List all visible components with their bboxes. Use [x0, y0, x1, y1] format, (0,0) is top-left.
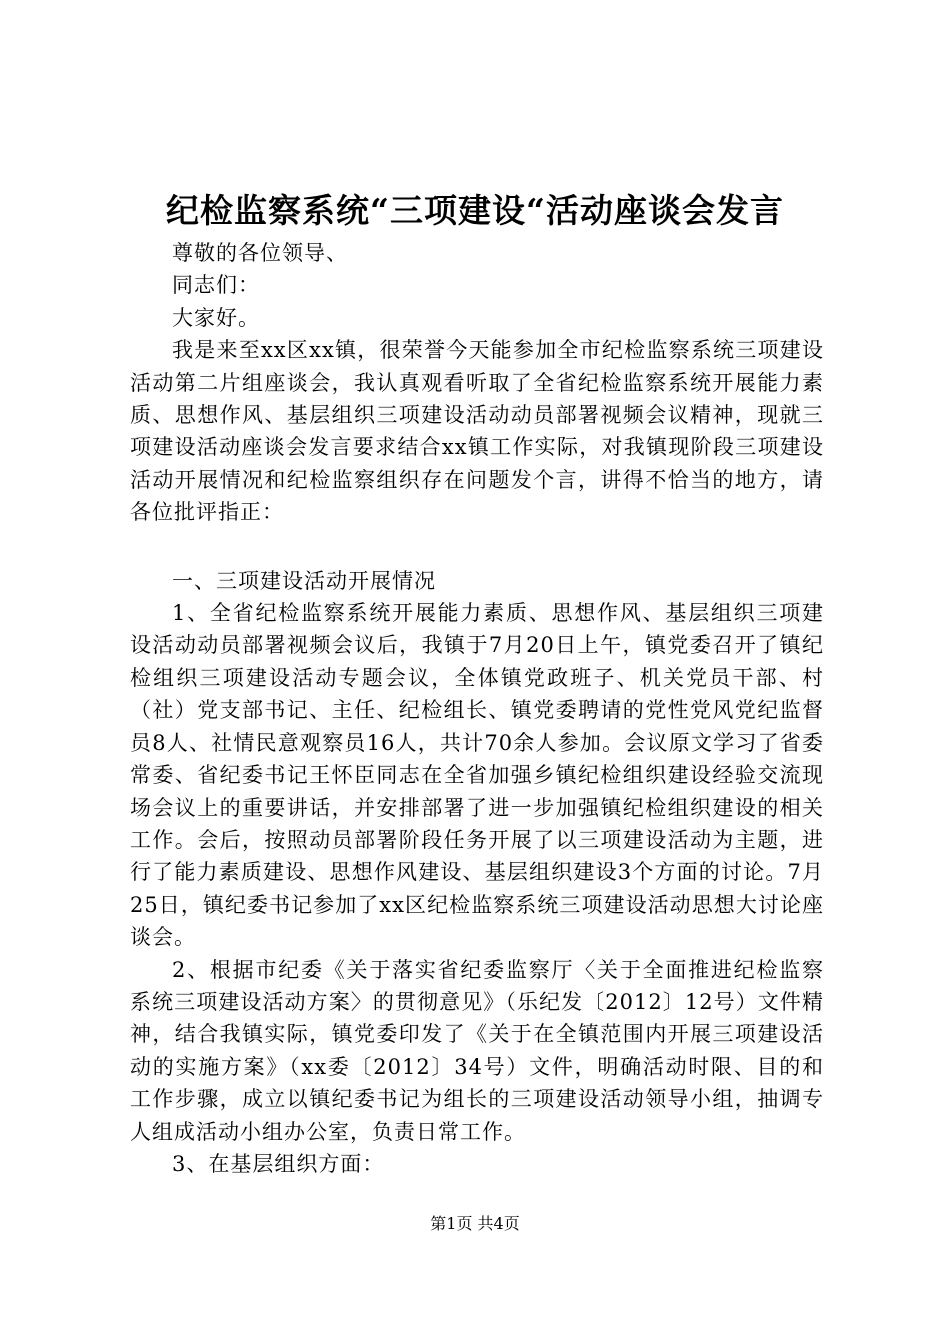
document-title: 纪检监察系统“三项建设“活动座谈会发言	[166, 191, 784, 230]
paragraph-item-3: 3、在基层组织方面：	[172, 1151, 385, 1176]
paragraph-intro: 我是来至xx区xx镇，很荣誉今天能参加全市纪检监察系统三项建设活动第二片组座谈会，我认真观看听取了全省纪检监察系统开展能力素质、思想作风、基层组织三项建设活动动员部署视频会议精神，现就三项建设活动座谈会发言要求结合xx镇工作实际，对我镇现阶段三项建设活动开展情况和纪检监察组织存在问题发个言，讲得不恰当的地方，请各位批评指正：	[130, 338, 824, 525]
paragraph-gap	[130, 529, 824, 565]
greeting-line-1: 尊敬的各位领导、	[172, 241, 348, 265]
greeting-line-2: 同志们：	[172, 273, 260, 298]
section-heading: 一、三项建设活动开展情况	[172, 568, 436, 593]
document-body	[130, 237, 824, 1180]
paragraph-item-2: 2、根据市纪委《关于落实省纪委监察厅〈关于全面推进纪检监察系统三项建设活动方案〉的贯彻意见》（乐纪发〔2012〕12号）文件精神，结合我镇实际，镇党委印发了《关于在全镇范围内开展三项建设活动的实施方案》（xx委〔2012〕34号）文件，明确活动时限、目的和工作步骤，成立以镇纪委书记为组长的三项建设活动领导小组，抽调专人组成活动小组办公室，负责日常工作。	[130, 957, 824, 1144]
paragraph-item-1: 1、全省纪检监察系统开展能力素质、思想作风、基层组织三项建设活动动员部署视频会议后，我镇于7月20日上午，镇党委召开了镇纪检组织三项建设活动专题会议，全体镇党政班子、机关党员干部、村（社）党支部书记、主任、纪检组长、镇党委聘请的党性党风党纪监督员8人、社情民意观察员16人，共计70余人参加。会议原文学习了省委常委、省纪委书记王怀臣同志在全省加强乡镇纪检组织建设经验交流现场会议上的重要讲话，并安排部署了进一步加强镇纪检组织建设的相关工作。会后，按照动员部署阶段任务开展了以三项建设活动为主题，进行了能力素质建设、思想作风建设、基层组织建设3个方面的讨论。7月25日，镇纪委书记参加了xx区纪检监察系统三项建设活动思想大讨论座谈会。	[130, 601, 824, 950]
page-number: 第1页 共4页	[430, 1214, 520, 1233]
greeting-line-3: 大家好。	[172, 305, 260, 330]
